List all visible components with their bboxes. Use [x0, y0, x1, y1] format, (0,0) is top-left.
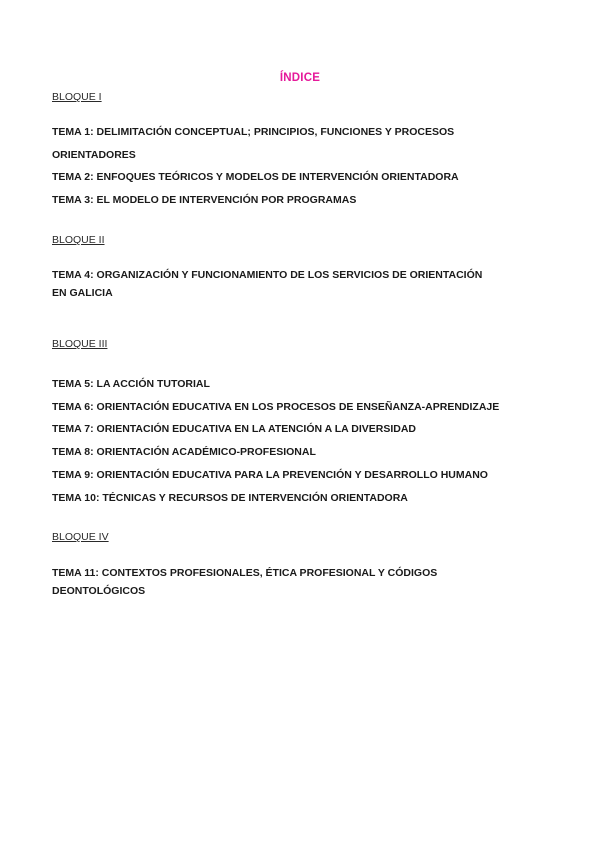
block-heading-iv: BLOQUE IV: [52, 531, 109, 543]
tema-8: TEMA 8: ORIENTACIÓN ACADÉMICO-PROFESIONAL: [52, 446, 316, 458]
block-heading-ii: BLOQUE II: [52, 234, 105, 246]
tema-9: TEMA 9: ORIENTACIÓN EDUCATIVA PARA LA PREVENCIÓN Y DESARROLLO HUMANO: [52, 469, 488, 481]
tema-11-line-1: TEMA 11: CONTEXTOS PROFESIONALES, ÉTICA PROFESIONAL Y CÓDIGOS: [52, 567, 438, 579]
tema-2: TEMA 2: ENFOQUES TEÓRICOS Y MODELOS DE INTERVENCIÓN ORIENTADORA: [52, 171, 459, 183]
page-title: ÍNDICE: [279, 72, 321, 84]
tema-4-line-1: TEMA 4: ORGANIZACIÓN Y FUNCIONAMIENTO DE LOS SERVICIOS DE ORIENTACIÓN: [52, 269, 483, 281]
tema-1-line-1: TEMA 1: DELIMITACIÓN CONCEPTUAL; PRINCIPIOS, FUNCIONES Y PROCESOS: [52, 126, 455, 138]
tema-11-line-2: DEONTOLÓGICOS: [52, 585, 146, 597]
tema-7: TEMA 7: ORIENTACIÓN EDUCATIVA EN LA ATENCIÓN A LA DIVERSIDAD: [52, 423, 416, 435]
tema-6: TEMA 6: ORIENTACIÓN EDUCATIVA EN LOS PROCESOS DE ENSEÑANZA-APRENDIZAJE: [52, 401, 500, 413]
tema-3: TEMA 3: EL MODELO DE INTERVENCIÓN POR PROGRAMAS: [52, 194, 357, 206]
tema-10: TEMA 10: TÉCNICAS Y RECURSOS DE INTERVENCIÓN ORIENTADORA: [52, 492, 408, 504]
tema-5: TEMA 5: LA ACCIÓN TUTORIAL: [52, 378, 210, 390]
tema-4-line-2: EN GALICIA: [52, 287, 113, 299]
block-heading-i: BLOQUE I: [52, 91, 102, 103]
tema-1-line-2: ORIENTADORES: [52, 149, 136, 161]
block-heading-iii: BLOQUE III: [52, 338, 108, 350]
